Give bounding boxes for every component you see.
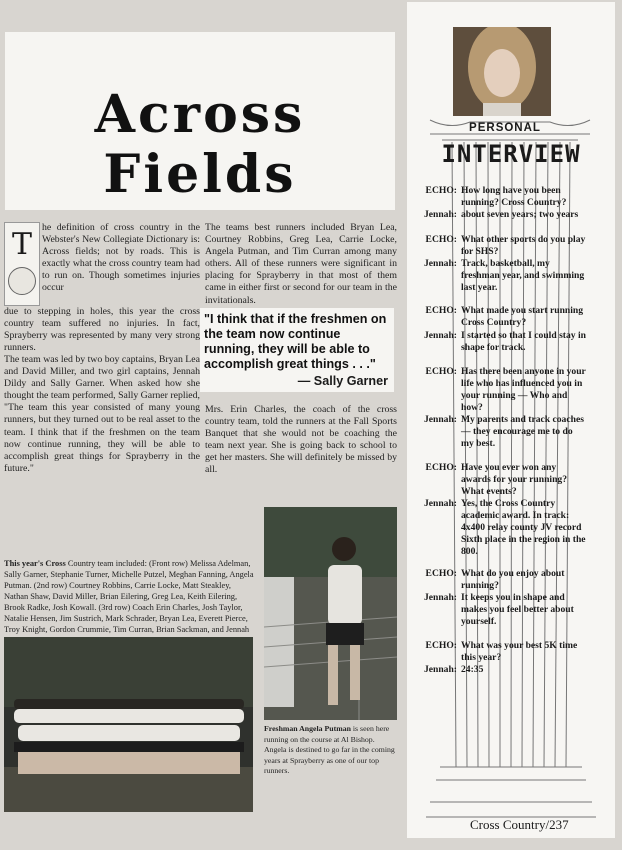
qa-text: What do you enjoy about running? — [461, 568, 565, 591]
article-para1-b: due to stepping in holes, this year the cross country team suffered no injuries. In fact, Sprayberry was represented by many very strong runners. — [4, 306, 200, 354]
article-para1-a: he definition of cross country in the Webster's New Collegiate Dictionary is: Across fields; not by roads. This is exactly what the cross country team had to run on. Though sometimes injuries occur — [42, 222, 200, 294]
page-title-line-1: Across — [94, 84, 306, 145]
qa-text: How long have you been running? Cross Country? — [461, 185, 567, 208]
qa-text: What made you start running Cross Country? — [461, 305, 584, 328]
runner-caption — [264, 724, 396, 777]
runner-caption-lead: Freshman Angela Putman — [264, 724, 351, 733]
qa-text: about seven years; two years — [461, 209, 579, 220]
qa-text: Has there been anyone in your life who has influenced you in your running — Who and how? — [461, 366, 586, 413]
qa-speaker: ECHO: — [425, 185, 457, 196]
runner-photo — [264, 507, 397, 720]
qa-speaker: ECHO: — [425, 366, 457, 377]
qa-text: 24:35 — [461, 664, 484, 675]
interview-heading: INTERVIEW — [441, 140, 581, 168]
seal-icon — [8, 267, 36, 295]
qa-text: It keeps you in shape and makes you feel better about yourself. — [461, 592, 574, 627]
pull-quote-attribution: — Sally Garner — [297, 374, 388, 388]
qa-text: What was your best 5K time this year? — [461, 640, 578, 663]
qa-speaker: Jennah: — [423, 592, 457, 603]
qa-speaker: ECHO: — [425, 568, 457, 579]
qa-speaker: Jennah: — [423, 209, 457, 220]
qa-text: Track, basketball, my freshman year, and swimming last year. — [461, 258, 585, 293]
article-col2-a: The teams best runners included Bryan Lea, Courtney Robbins, Greg Lea, Carrie Locke, Angela Putman, and Tim Curran among many others. All of these runners were significant in placing for Sprayberry in that most of them came in either first or second for our team in the invitationals. — [205, 222, 397, 306]
qa-speaker: ECHO: — [425, 640, 457, 651]
jennah-portrait — [453, 27, 551, 116]
qa-speaker: Jennah: — [423, 414, 457, 425]
qa-speaker: ECHO: — [425, 234, 457, 245]
runner-caption-text: is seen here running on the course at Al Bishop. Angela is destined to go far in the coming years at Sprayberry as one of our top runners. — [264, 724, 395, 775]
team-photo — [4, 637, 253, 812]
team-caption — [4, 558, 254, 646]
team-caption-text: Country team included: (Front row) Melissa Adelman, Sally Garner, Stephanie Turner, Michelle Putzel, Meghan Fanning, Angela Putman. (2nd row) Courtney Robbins, Carrie Locke, Matt Steakley, Nathan Shaw, David Miller, Brian Eilering, Greg Lea, Keith Eilering, Brook Radke, Josh Kowall. (3rd row) Coach Erin Charles, Josh Taylor, Natalie Hensen, Jim Sustrich, Mark Schrader, Bryan Lea, Everett Pierce, Troy Knight, Gordon Crummie, Tim Curran, Brian Sackman, and Jennah — [4, 559, 254, 634]
dropcap-box — [4, 222, 40, 306]
article-col2-b: Mrs. Erin Charles, the coach of the cross country team, told the runners at the Fall Sports Banquet that she would not be coaching the team next year. She is going back to school to get her masters. She will definitely be missed by all. — [205, 404, 397, 476]
page-title-line-2: Fields — [103, 144, 297, 205]
qa-speaker: Jennah: — [423, 258, 457, 269]
qa-text: My parents and track coaches — they encourage me to do my best. — [461, 414, 584, 449]
qa-text: I started so that I could stay in shape for track. — [461, 330, 586, 353]
dropcap-letter: T — [12, 227, 33, 262]
qa-text: Have you ever won any awards for your running? What events? — [461, 462, 567, 497]
personal-heading: PERSONAL — [469, 122, 541, 134]
team-caption-lead: This year's Cross — [4, 559, 66, 568]
page-folio: Cross Country/237 — [470, 817, 569, 832]
title-panel — [5, 32, 395, 210]
qa-text: Yes, the Cross Country academic award. In track: 4x400 relay county JV record Sixth place in the region in the 800. — [461, 498, 586, 557]
qa-text: What other sports do you play for SHS? — [461, 234, 586, 257]
qa-speaker: ECHO: — [425, 305, 457, 316]
article-para2: The team was led by two boy captains, Bryan Lea and David Miller, and two girl captains, Jennah Dildy and Sally Garner. When asked how she thought the team performed, Sally Garner replied, "The team this year consisted of many young runners, but they turned out to be real asset to the team. I think that if the freshmen on the team now continue running, they will be able to accomplish great things for Sprayberry in the future." — [4, 354, 200, 474]
qa-speaker: Jennah: — [423, 664, 457, 675]
qa-speaker: Jennah: — [423, 330, 457, 341]
pull-quote — [200, 308, 394, 392]
pull-quote-text: "I think that if the freshmen on the team now continue running, they will be able to accomplish great things . . ." — [204, 312, 387, 371]
qa-speaker: ECHO: — [425, 462, 457, 473]
qa-speaker: Jennah: — [423, 498, 457, 509]
